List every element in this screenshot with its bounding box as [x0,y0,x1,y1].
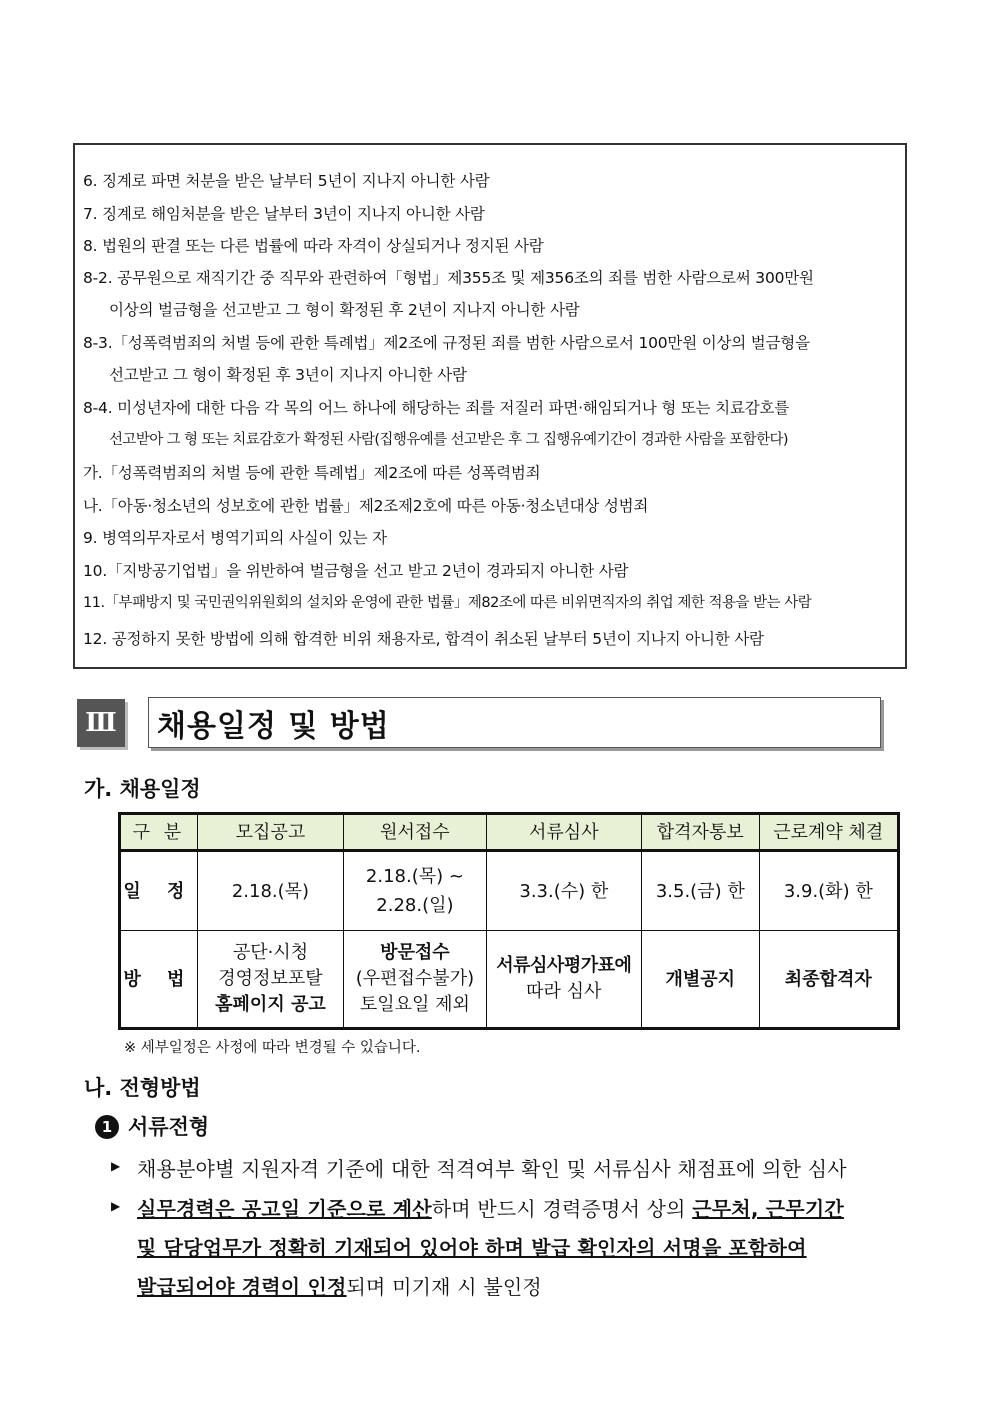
selection-heading: 나. 전형방법 [84,1076,201,1100]
method-line: 따라 심사 [526,981,602,1002]
method-cell [486,931,641,1029]
plain-text: 되며 미기재 시 불인정 [346,1275,542,1299]
list-item: 9. 병역의무자로서 병역기피의 사실이 있는 자 [83,529,387,547]
method-line: 홈페이지 공고 [215,994,326,1015]
method-cell: 개별공지 [641,931,759,1029]
date-cell: 3.5.(금) 한 [641,851,759,931]
list-item: 8-2. 공무원으로 재직기간 중 직무와 관련하여「형법」제355조 및 제356조의 죄를 범한 사람으로써 300만원 [83,269,814,287]
method-line: 방문접수 [380,942,450,963]
list-item: 나.「아동·청소년의 성보호에 관한 법률」제2조제2호에 따른 아동·청소년대상 성범죄 [83,497,649,515]
date-line: 2.28.(일) [376,895,454,916]
schedule-table [118,812,900,1030]
step-title: 서류전형 [128,1115,210,1139]
method-cell [344,931,486,1029]
list-item: 8. 법원의 판결 또는 다른 법률에 따라 자격이 상실되거나 정지된 사람 [83,237,544,255]
disqualification-box [73,143,907,669]
method-cell [197,931,343,1029]
method-cell: 최종합격자 [759,931,898,1029]
list-item: 가.「성폭력범죄의 처벌 등에 관한 특례법」제2조에 따른 성폭력범죄 [83,464,541,482]
list-item: 8-4. 미성년자에 대한 다음 각 목의 어느 하나에 해당하는 죄를 저질러 파면·해임되거나 형 또는 치료감호를 [83,399,790,417]
header-cell: 원서접수 [344,814,486,851]
list-item: 8-3.「성폭력범죄의 처벌 등에 관한 특례법」제2조에 규정된 죄를 범한 사람으로서 100만원 이상의 벌금형을 [83,334,810,352]
plain-text: 하며 반드시 경력증명서 상의 [431,1197,693,1221]
triangle-bullet-icon: ▶ [111,1199,121,1213]
list-item: 12. 공정하지 못한 방법에 의해 합격한 비위 채용자로, 합격이 취소된 날부터 5년이 지나지 아니한 사람 [83,630,764,648]
triangle-bullet-icon: ▶ [111,1159,121,1173]
method-line: 공단·시청 [232,942,309,963]
underlined-text: 실무경력은 공고일 기준으로 계산 [137,1197,432,1221]
list-item: 7. 징계로 해임처분을 받은 날부터 3년이 지나지 아니한 사람 [83,205,485,223]
row-label: 방 법 [120,931,198,1029]
table-header-row [120,814,899,851]
date-line: 2.18.(목) ~ [365,866,464,887]
table-row [120,931,899,1029]
method-line: 경영정보포탈 [218,968,323,989]
date-cell: 3.9.(화) 한 [759,851,898,931]
date-cell: 2.18.(목) [197,851,343,931]
bullet-text [137,1193,844,1222]
schedule-heading: 가. 채용일정 [84,777,201,801]
list-item: 10.「지방공기업법」을 위반하여 벌금형을 선고 받고 2년이 경과되지 아니한 사람 [83,562,629,580]
header-cell: 근로계약 체결 [759,814,898,851]
header-cell: 합격자통보 [641,814,759,851]
date-cell: 3.3.(수) 한 [486,851,641,931]
bullet-text: 채용분야별 지원자격 기준에 대한 적격여부 확인 및 서류심사 채점표에 의한 심사 [137,1157,847,1181]
step-number-badge: 1 [95,1115,119,1139]
header-cell: 서류심사 [486,814,641,851]
list-item: 11.「부패방지 및 국민권익위원회의 설치와 운영에 관한 법률」제82조에 따른 비위면직자의 취업 제한 적용을 받는 사람 [83,595,812,611]
method-line: 토일요일 제외 [359,994,470,1015]
underlined-text: 근무처, 근무기간 [692,1197,844,1221]
section-title-text: 채용일정 및 방법 [157,708,390,744]
list-item: 선고받아 그 형 또는 치료감호가 확정된 사람(집행유예를 선고받은 후 그 집행유예기간이 경과한 사람을 포함한다) [109,432,788,448]
date-cell [344,851,486,931]
table-row [120,851,899,931]
header-cell: 구 분 [120,814,198,851]
method-line: 서류심사평가표에 [496,955,632,976]
header-cell: 모집공고 [197,814,343,851]
method-line: (우편접수불가) [355,968,475,989]
section-number: Ⅲ [77,699,125,747]
underlined-text: 발급되어야 경력이 인정 [137,1275,347,1299]
section-title [148,697,881,748]
row-label: 일 정 [120,851,198,931]
bullet-text [137,1232,807,1261]
bullet-text [137,1271,542,1300]
list-item: 이상의 벌금형을 선고받고 그 형이 확정된 후 2년이 지나지 아니한 사람 [109,301,580,319]
schedule-note: ※ 세부일정은 사정에 따라 변경될 수 있습니다. [124,1040,421,1056]
underlined-text: 및 담당업무가 정확히 기재되어 있어야 하며 발급 확인자의 서명을 포함하여 [137,1236,807,1260]
list-item: 선고받고 그 형이 확정된 후 3년이 지나지 아니한 사람 [109,366,467,384]
list-item: 6. 징계로 파면 처분을 받은 날부터 5년이 지나지 아니한 사람 [83,172,490,190]
